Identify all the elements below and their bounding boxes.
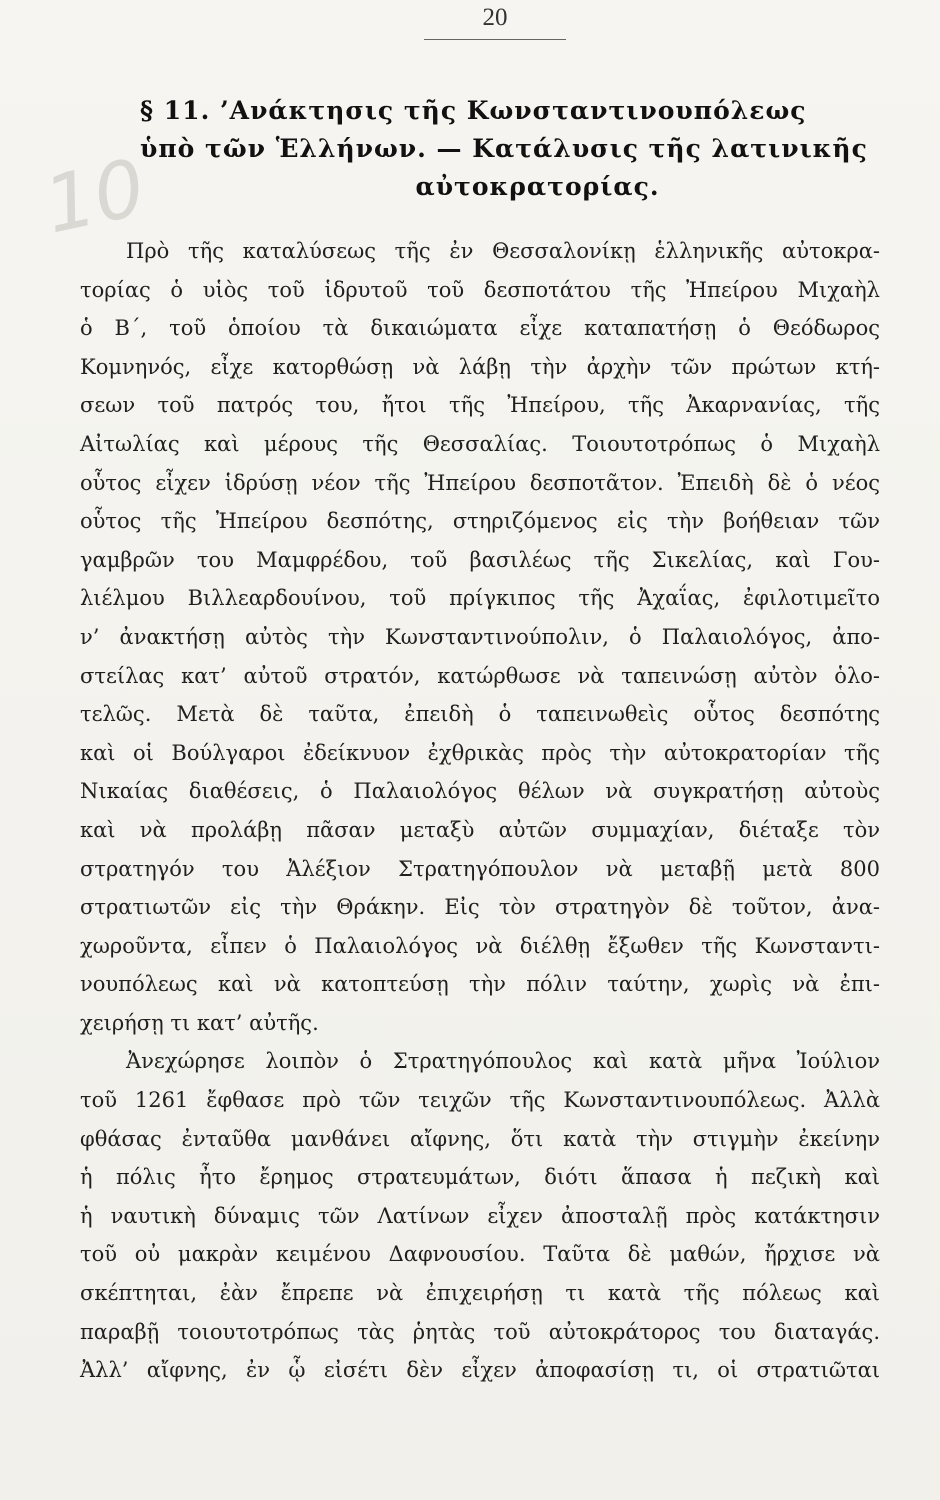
text-line: χειρήσῃ τι κατ’ αὐτῆς. (80, 1010, 319, 1035)
text-line: Ἀνεχώρησε λοιπὸν ὁ Στρατηγόπουλος καὶ κατὰ μῆνα Ἰούλιον (126, 1049, 880, 1074)
text-line: τορίας ὁ υἱὸς τοῦ ἱδρυτοῦ τοῦ δεσποτάτου τῆς Ἠπείρου Μιχαὴλ (80, 277, 880, 302)
text-line: σκέπτηται, ἐὰν ἔπρεπε νὰ ἐπιχειρήσῃ τι κατὰ τῆς πόλεως καὶ (80, 1281, 880, 1306)
text-line: Πρὸ τῆς καταλύσεως τῆς ἐν Θεσσαλονίκῃ ἑλληνικῆς αὐτοκρα- (126, 239, 880, 263)
section-heading (140, 92, 875, 206)
text-line: στρατιωτῶν εἰς τὴν Θράκην. Εἰς τὸν στρατηγὸν δὲ τοῦτον, ἀνα- (80, 895, 880, 920)
page-number-rule (424, 39, 566, 40)
text-line: λιέλμου Βιλλεαρδουίνου, τοῦ πρίγκιπος τῆς Ἀχαΐας, ἐφιλοτιμεῖτο (80, 586, 880, 611)
text-line: καὶ οἱ Βούλγαροι ἐδείκνυον ἐχθρικὰς πρὸς τὴν αὐτοκρατορίαν τῆς (80, 740, 880, 765)
text-line: καὶ νὰ προλάβῃ πᾶσαν μεταξὺ αὐτῶν συμμαχίαν, διέταξε τὸν (80, 817, 880, 842)
page-number: 20 (482, 4, 508, 31)
text-line: γαμβρῶν του Μαμφρέδου, τοῦ βασιλέως τῆς Σικελίας, καὶ Γου- (80, 547, 880, 572)
text-line: νουπόλεως καὶ νὰ κατοπτεύσῃ τὴν πόλιν ταύτην, χωρὶς νὰ ἐπι- (80, 972, 880, 997)
text-line: ὁ Β΄, τοῦ ὁποίου τὰ δικαιώματα εἶχε καταπατήσῃ ὁ Θεόδωρος (80, 316, 880, 341)
heading-line: § 11. ’Ανάκτησις τῆς Κωνσταντινουπόλεως (140, 96, 807, 125)
text-line: στρατηγόν του Ἀλέξιον Στρατηγόπουλον νὰ μεταβῇ μετὰ 800 (80, 856, 880, 881)
heading-line: ὑπὸ τῶν Ἑλλήνων. — Κατάλυσις τῆς λατινικῆς (140, 134, 868, 163)
text-line: Κομνηνός, εἶχε κατορθώσῃ νὰ λάβῃ τὴν ἀρχὴν τῶν πρώτων κτή- (80, 354, 880, 379)
heading-line: αὐτοκρατορίας. (415, 172, 660, 201)
text-line: σεων τοῦ πατρός του, ἤτοι τῆς Ἠπείρου, τῆς Ἀκαρνανίας, τῆς (80, 393, 880, 418)
text-line: στείλας κατ’ αὐτοῦ στρατόν, κατώρθωσε νὰ ταπεινώσῃ αὐτὸν ὁλο- (80, 663, 880, 688)
body-text (80, 232, 880, 1390)
text-line: τοῦ οὐ μακρὰν κειμένου Δαφνουσίου. Ταῦτα δὲ μαθών, ἤρχισε νὰ (80, 1242, 880, 1267)
text-line: παραβῇ τοιουτοτρόπως τὰς ῥητὰς τοῦ αὐτοκράτορος του διαταγάς. (80, 1319, 880, 1344)
text-line: φθάσας ἐνταῦθα μανθάνει αἴφνης, ὅτι κατὰ τὴν στιγμὴν ἐκείνην (80, 1126, 880, 1151)
text-line: Ἀλλ’ αἴφνης, ἐν ᾧ εἰσέτι δὲν εἶχεν ἀποφασίσῃ τι, οἱ στρατιῶται (80, 1358, 880, 1383)
text-line: οὗτος τῆς Ἠπείρου δεσπότης, στηριζόμενος εἰς τὴν βοήθειαν τῶν (80, 509, 880, 534)
text-line: τελῶς. Μετὰ δὲ ταῦτα, ἐπειδὴ ὁ ταπεινωθεὶς οὗτος δεσπότης (80, 702, 880, 727)
margin-pencil-mark: 10 (36, 142, 153, 252)
text-line: οὗτος εἶχεν ἱδρύσῃ νέον τῆς Ἠπείρου δεσποτᾶτον. Ἐπειδὴ δὲ ὁ νέος (80, 470, 880, 495)
text-line: Νικαίας διαθέσεις, ὁ Παλαιολόγος θέλων νὰ συγκρατήσῃ αὐτοὺς (80, 779, 880, 804)
text-line: ἡ ναυτικὴ δύναμις τῶν Λατίνων εἶχεν ἀποσταλῇ πρὸς κατάκτησιν (80, 1203, 880, 1228)
text-line: Αἰτωλίας καὶ μέρους τῆς Θεσσαλίας. Τοιουτοτρόπως ὁ Μιχαὴλ (80, 431, 880, 456)
text-line: ν’ ἀνακτήσῃ αὐτὸς τὴν Κωνσταντινούπολιν, ὁ Παλαιολόγος, ἀπο- (80, 624, 880, 649)
text-line: ἡ πόλις ἦτο ἔρημος στρατευμάτων, διότι ἅπασα ἡ πεζικὴ καὶ (80, 1165, 880, 1190)
text-line: τοῦ 1261 ἔφθασε πρὸ τῶν τειχῶν τῆς Κωνσταντινουπόλεως. Ἀλλὰ (80, 1088, 880, 1113)
text-line: χωροῦντα, εἶπεν ὁ Παλαιολόγος νὰ διέλθῃ ἔξωθεν τῆς Κωνσταντι- (80, 933, 880, 958)
